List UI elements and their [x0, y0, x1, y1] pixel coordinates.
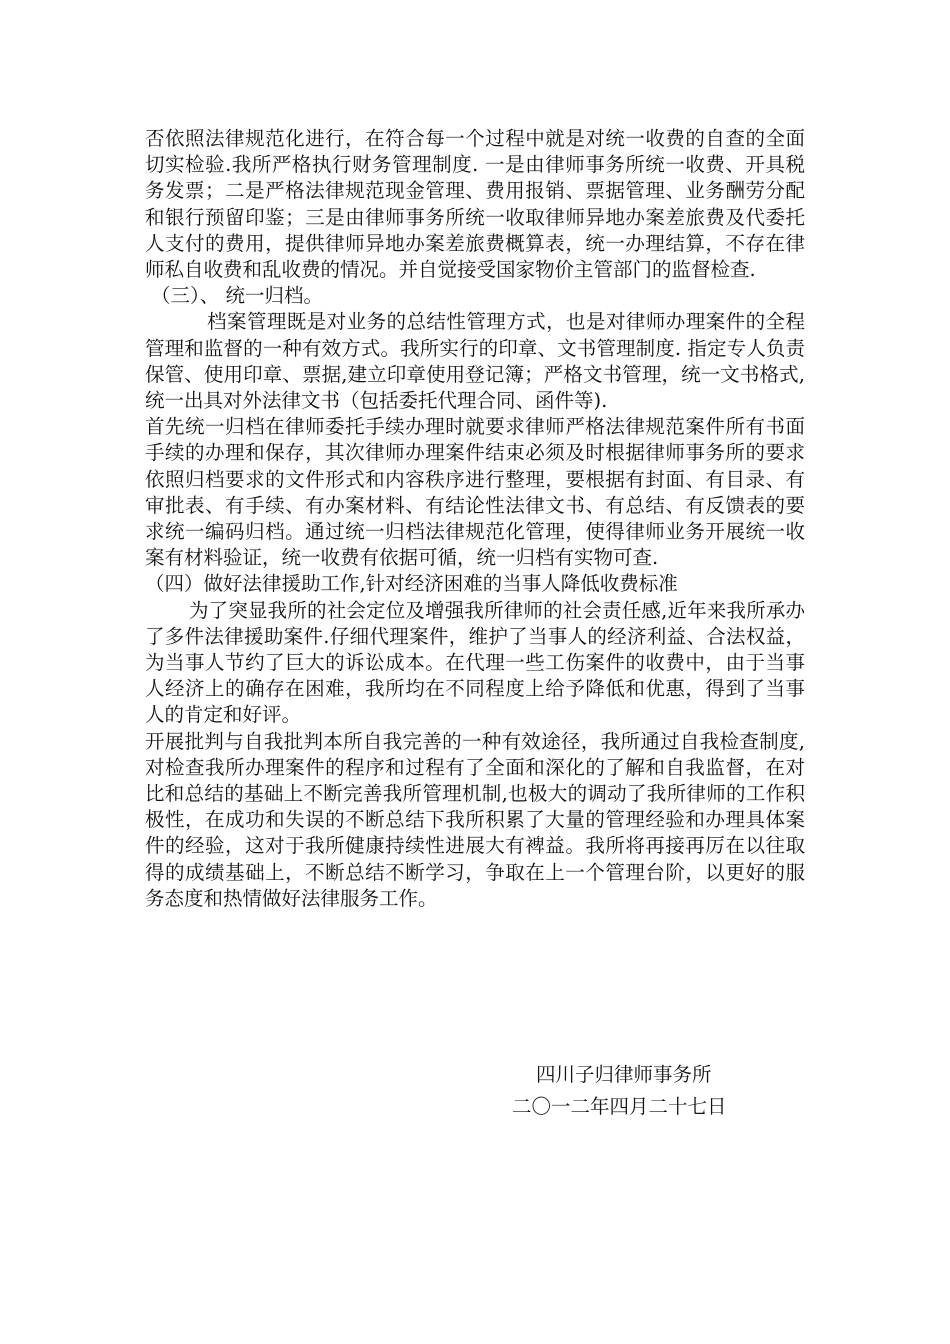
signature-organization: 四川子归律师事务所 — [536, 1063, 712, 1086]
paragraph-legal-aid: 为了突显我所的社会定位及增强我所律师的社会责任感,近年来我所承办了多件法律援助案件.仔细代理案件，维护了当事人的经济利益、合法权益，为当事人节约了巨大的诉讼成本。在代理一些工伤案件的收费中，由于当事人经济上的确存在困难，我所均在不同程度上给予降低和优惠，得到了当事人的肯定和好评。 — [145, 598, 805, 727]
paragraph-finance-management: 否依照法律规范化进行，在符合每一个过程中就是对统一收费的自查的全面切实检验.我所严格执行财务管理制度. 一是由律师事务所统一收费、开具税务发票；二是严格法律规范现金管理、费用报销、票据管理、业务酬劳分配和银行预留印鉴；三是由律师事务所统一收取律师异地办案差旅费及代委托人支付的费用，提供律师异地办案差旅费概算表，统一办理结算，不存在律师私自收费和乱收费的情况。并自觉接受国家物价主管部门的监督检查. — [145, 127, 805, 282]
section-heading-legal-aid: （四）做好法律援助工作,针对经济困难的当事人降低收费标准 — [145, 572, 678, 596]
paragraph-self-criticism: 开展批判与自我批判本所自我完善的一种有效途径，我所通过自我检查制度,对检查我所办理案件的程序和过程有了全面和深化的了解和自我监督，在对比和总结的基础上不断完善我所管理机制,也极大的调动了我所律师的工作积极性，在成功和失误的不断总结下我所积累了大量的管理经验和办理具体案件的经验，这对于我所健康持续性进展大有裨益。我所将再接再厉在以往取得的成绩基础上，不断总结不断学习，争取在上一个管理台阶，以更好的服务态度和热情做好法律服务工作。 — [145, 729, 805, 910]
paragraph-archiving-procedure: 首先统一归档在律师委托手续办理时就要求律师严格法律规范案件所有书面手续的办理和保存，其次律师办理案件结束必须及时根据律师事务所的要求依照归档要求的文件形式和内容秩序进行整理，要根据有封面、有目录、有审批表、有手续、有办案材料、有结论性法律文书、有总结、有反馈表的要求统一编码归档。通过统一归档法律规范化管理，使得律师业务开展统一收案有材料验证，统一收费有依据可循，统一归档有实物可查. — [145, 415, 805, 570]
document-body — [145, 126, 805, 912]
section-heading-unified-archiving: （三）、 统一归档。 — [151, 284, 323, 308]
paragraph-archive-management: 档案管理既是对业务的总结性管理方式，也是对律师办理案件的全程管理和监督的一种有效方式。我所实行的印章、文书管理制度. 指定专人负责保管、使用印章、票据,建立印章使用登记簿；严格文书管理，统一文书格式,统一出具对外法律文书（包括委托代理合同、函件等). — [145, 310, 805, 413]
signature-date: 二〇一二年四月二十七日 — [512, 1095, 727, 1118]
